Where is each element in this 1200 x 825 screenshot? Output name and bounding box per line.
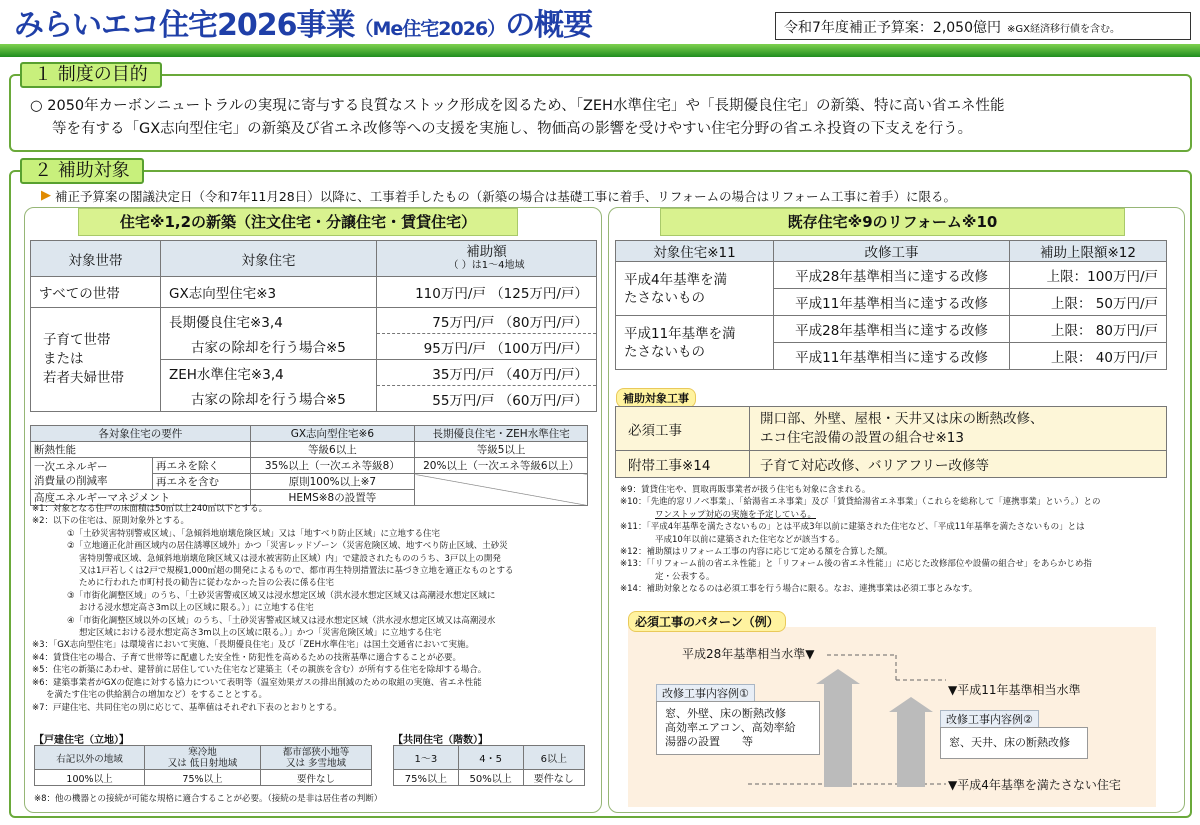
page-title: みらいエコ住宅2026事業（Me住宅2026）の概要 <box>14 8 593 43</box>
triangle-arrow-icon: ▶ <box>41 188 51 203</box>
requirement-table: 各対象住宅の要件 GX志向型住宅※6 長期優良住宅・ZEH水準住宅 断熱性能 等級6以上 等級5以上 一次エネルギー 消費量の削減率 再エネを除く 35%以上（一次エネ等級8） 20%以上（一次エネ等級6以上） 再エネを含む 原則100%以上※7 高度エネルギーマネジメント HEMS※8の設置等 <box>30 425 588 506</box>
na-cell <box>415 474 588 506</box>
level-11: ▼平成11年基準相当水準 <box>948 683 1081 697</box>
up-arrow-icon <box>816 669 860 787</box>
level-28: 平成28年基準相当水準▼ <box>682 647 815 661</box>
budget-box: 令和7年度補正予算案：2,050億円 ※GX経済移行債を含む。 <box>775 12 1191 40</box>
notes-right: ※9：賃貸住宅や、買取再販事業者が扱う住宅も対象に含まれる。 ※10：「先進的窓リノベ事業」、「給湯省エネ事業」及び「賃貸給湯省エネ事業」（これらを総称して「連携事業」という。）との ワンストップ対応の実施を予定している。 ※11：「平成4年基準を満たさないもの」とは平成3年以前に建築された住宅など、「平成11年基準を満たさないもの」とは 平成10年以前に建築された住宅などが該当する。 ※12：補助額はリフォーム工事の内容に応じて定める額を合算した額。 ※13：「「リフォーム前の省エネ性能」と「リフォーム後の省エネ性能」」に応じた改修部位や設備の組合せ」をあらかじめ指 定・公表する。 ※14：補助対象となるのは必須工事を行う場合に限る。なお、連携事業は必須工事とみなす。 <box>620 485 1101 595</box>
example-1-label: 改修工事内容例① <box>656 684 755 702</box>
new-build-table: 対象世帯 対象住宅 補助額 （ ）は1～4地域 すべての世帯 GX志向型住宅※3 110万円/戸 （125万円/戸） 子育て世帯 または 若者夫婦世帯 長期優良住宅※3,4 75万円/戸 （80万円/戸） 古家の除却を行う場合※5 95万円/戸 （100万円/戸） ZEH水準住宅※3,4 35万円/戸 （40万円/戸） 古家の除却を行う場合※5 55万円/戸 （60万円/戸） <box>30 240 597 412</box>
target-condition: ▶ 補正予算案の閣議決定日（令和7年11月28日）以降に、工事着手したもの（新築の場合は基礎工事に着手、リフォームの場合はリフォーム工事に着手）に限る。 <box>41 188 957 204</box>
works-table: 必須工事 開口部、外壁、屋根・天井又は床の断熱改修、 エコ住宅設備の設置の組合せ※13 附帯工事※14 子育て対応改修、バリアフリー改修等 <box>615 406 1167 478</box>
collective-table: 1～3 4・5 6以上 75%以上 50%以上 要件なし <box>393 745 585 786</box>
young-household-cell: 子育て世帯 または 若者夫婦世帯 <box>31 308 161 412</box>
section-2-heading: ２ 補助対象 <box>20 158 144 184</box>
header-bar <box>0 44 1200 57</box>
level-4: ▼平成4年基準を満たさない住宅 <box>948 778 1121 792</box>
up-arrow-icon <box>889 697 933 787</box>
note-8: ※8：他の機器との接続が可能な規格に適合することが必要。（接続の是非は居住者の判断） <box>34 794 383 804</box>
notes-left: ※1：対象となる住戸の床面積は50㎡以上240㎡以下とする。 ※2：以下の住宅は、原則対象外とする。 ①「土砂災害特別警戒区域」、「急傾斜地崩壊危険区域」又は「地すべり防止区域」に立地する住宅 ②「立地適正化計画区域内の居住誘導区域外」かつ「災害レッドゾーン（災害危険区域、地すべり防止区域、土砂災 害特別警戒区域、急傾斜地崩壊危険区域又は浸水被害防止区域）内」で建設されたもののうち、3戸以上の開発 又は1戸若しくは2戸で規模1,000㎡超の開発によるもので、都市再生特別措置法に基づき立地を適正なものとする ために行われた市町村長の勧告に従わなかった旨の公表に係る住宅 ③「市街化調整区域」のうち、「土砂災害警戒区域又は浸水想定区域（洪水浸水想定区域又は高潮浸水想定区域に おける浸水想定高さ3m以上の区域に限る。）」に立地する住宅 ④「市街化調整区域以外の区域」のうち、「土砂災害警戒区域又は浸水想定区域（洪水浸水想定区域又は高潮浸水 想定区域における浸水想定高さ3m以上の区域に限る。）」かつ「災害危険区域」に立地する住宅 ※3：「GX志向型住宅」は環境省において実施、「長期優良住宅」及び「ZEH水準住宅」は国土交通省において実施。 ※4：賃貸住宅の場合、子育て世帯等に配慮した安全性・防犯性を高めるための技術基準に適合することが必要。 ※5：住宅の新築にあわせ、建替前に居住していた住宅など建築主（その親族を含む）が所有する住宅を除却する場合。 ※6：建築事業者がGXの促進に対する協力について表明等（温室効果ガスの排出削減のための取組の実施、省エネ性能 を満たす住宅の供給割合の増加など）をすることとする。 ※7：戸建住宅、共同住宅の別に応じて、基準値はそれぞれ下表のとおりとする。 <box>32 504 514 713</box>
example-1-box: 窓、外壁、床の断熱改修 高効率エアコン、高効率給 湯器の設置 等 <box>656 701 820 755</box>
reform-title: 既存住宅※9のリフォーム※10 <box>660 208 1125 236</box>
example-2-label: 改修工事内容例② <box>940 710 1039 728</box>
detached-table: 右記以外の地域 寒冷地 又は 低日射地域 都市部狭小地等 又は 多雪地域 100%以上 75%以上 要件なし <box>34 745 372 786</box>
pattern-label: 必須工事のパターン（例） <box>628 611 786 632</box>
purpose-text: ○ 2050年カーボンニュートラルの実現に寄与する良質なストック形成を図るため、「ZEH水準住宅」や「長期優良住宅」の新築、特に高い省エネ性能 等を有する「GX志向型住宅」の新築及び省エネ改修等への支援を実施し、物価高の影響を受けやすい住宅分野の省エネ投資の下支えを行う。 <box>30 98 1005 137</box>
new-build-title: 住宅※1,2の新築（注文住宅・分譲住宅・賃貸住宅） <box>78 208 518 236</box>
reform-table: 対象住宅※11 改修工事 補助上限額※12 平成4年基準を満 たさないもの 平成28年基準相当に達する改修 上限：100万円/戸 平成11年基準相当に達する改修 上限： 50万円/戸 平成11年基準を満 たさないもの 平成28年基準相当に達する改修 上限： 80万円/戸 平成11年基準相当に達する改修 上限： 40万円/戸 <box>615 240 1167 370</box>
example-2-box: 窓、天井、床の断熱改修 <box>940 727 1088 759</box>
section-1-heading: １ 制度の目的 <box>20 62 162 88</box>
works-label: 補助対象工事 <box>616 388 696 408</box>
